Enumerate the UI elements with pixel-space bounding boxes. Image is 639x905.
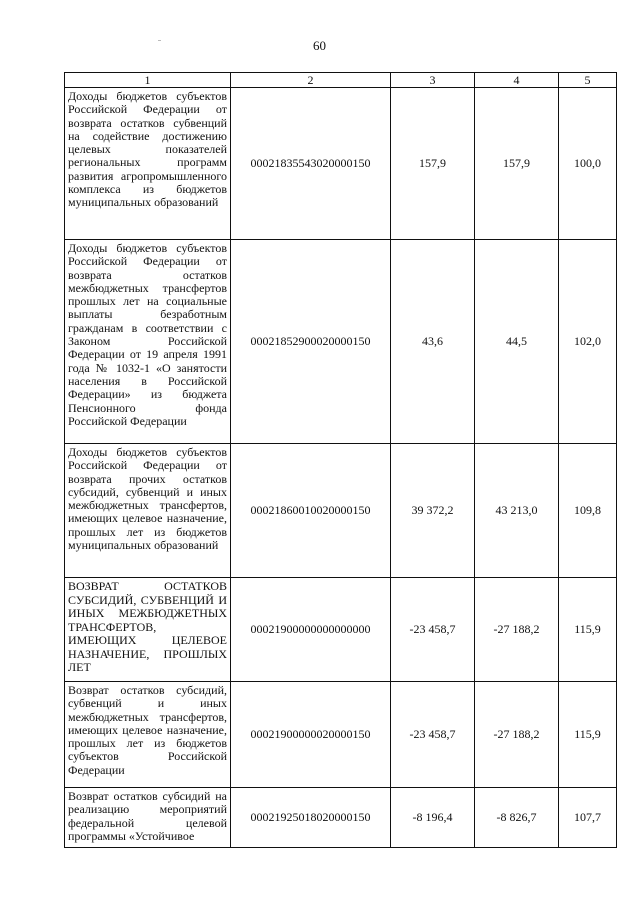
row-col4: -27 188,2 (475, 578, 559, 682)
row-col3: -23 458,7 (391, 682, 475, 788)
page-number: 60 (313, 38, 326, 53)
row-description: Возврат остатков субсидий, субвенций и иных межбюджетных трансфертов, имеющих целевое назначение, прошлых лет из бюджетов субъектов Российской Федерации (65, 682, 231, 788)
row-code: 00021860010020000150 (231, 444, 391, 578)
row-col4: 43 213,0 (475, 444, 559, 578)
table-row (65, 88, 617, 240)
row-code: 00021835543020000150 (231, 88, 391, 240)
budget-table (64, 72, 617, 848)
row-description: ВОЗВРАТ ОСТАТКОВ СУБСИДИЙ, СУБВЕНЦИЙ И ИНЫХ МЕЖБЮДЖЕТНЫХ ТРАНСФЕРТОВ, ИМЕЮЩИХ ЦЕЛЕВОЕ НАЗНАЧЕНИЕ, ПРОШЛЫХ ЛЕТ (65, 578, 231, 682)
row-description: Доходы бюджетов субъектов Российской Федерации от возврата остатков межбюджетных трансфертов прошлых лет на социальные выплаты безработным гражданам в соответствии с Законом Российской Федерации от 19 апреля 1991 года № 1032-1 «О занятости населения в Российской Федерации» из бюджета Пенсионного фонда Российской Федерации (65, 240, 231, 444)
row-col5: 100,0 (559, 88, 617, 240)
row-description: Возврат остатков субсидий на реализацию мероприятий федеральной целевой программы «Устойчивое (65, 788, 231, 848)
header-row (65, 73, 617, 88)
row-col3: -23 458,7 (391, 578, 475, 682)
header-cell-5: 5 (559, 73, 617, 88)
table-row (65, 444, 617, 578)
row-code: 00021900000000000000 (231, 578, 391, 682)
row-col5: 115,9 (559, 578, 617, 682)
header-cell-4: 4 (475, 73, 559, 88)
row-col5: 102,0 (559, 240, 617, 444)
table-row (65, 682, 617, 788)
table-row (65, 788, 617, 848)
row-code: 00021900000020000150 (231, 682, 391, 788)
row-col4: 44,5 (475, 240, 559, 444)
row-col5: 109,8 (559, 444, 617, 578)
row-col3: 43,6 (391, 240, 475, 444)
row-col4: -27 188,2 (475, 682, 559, 788)
scan-mark (158, 40, 161, 41)
table-row (65, 240, 617, 444)
row-col3: 157,9 (391, 88, 475, 240)
row-code: 00021852900020000150 (231, 240, 391, 444)
table-row (65, 578, 617, 682)
row-col3: -8 196,4 (391, 788, 475, 848)
row-col4: -8 826,7 (475, 788, 559, 848)
row-col3: 39 372,2 (391, 444, 475, 578)
row-col4: 157,9 (475, 88, 559, 240)
header-cell-2: 2 (231, 73, 391, 88)
header-cell-3: 3 (391, 73, 475, 88)
row-description: Доходы бюджетов субъектов Российской Федерации от возврата прочих остатков субсидий, субвенций и иных межбюджетных трансфертов, имеющих целевое назначение, прошлых лет из бюджетов муниципальных образований (65, 444, 231, 578)
row-description: Доходы бюджетов субъектов Российской Федерации от возврата остатков субвенций на содействие достижению целевых показателей региональных программ развития агропромышленного комплекса из бюджетов муниципальных образований (65, 88, 231, 240)
row-col5: 115,9 (559, 682, 617, 788)
row-code: 00021925018020000150 (231, 788, 391, 848)
row-col5: 107,7 (559, 788, 617, 848)
header-cell-1: 1 (65, 73, 231, 88)
